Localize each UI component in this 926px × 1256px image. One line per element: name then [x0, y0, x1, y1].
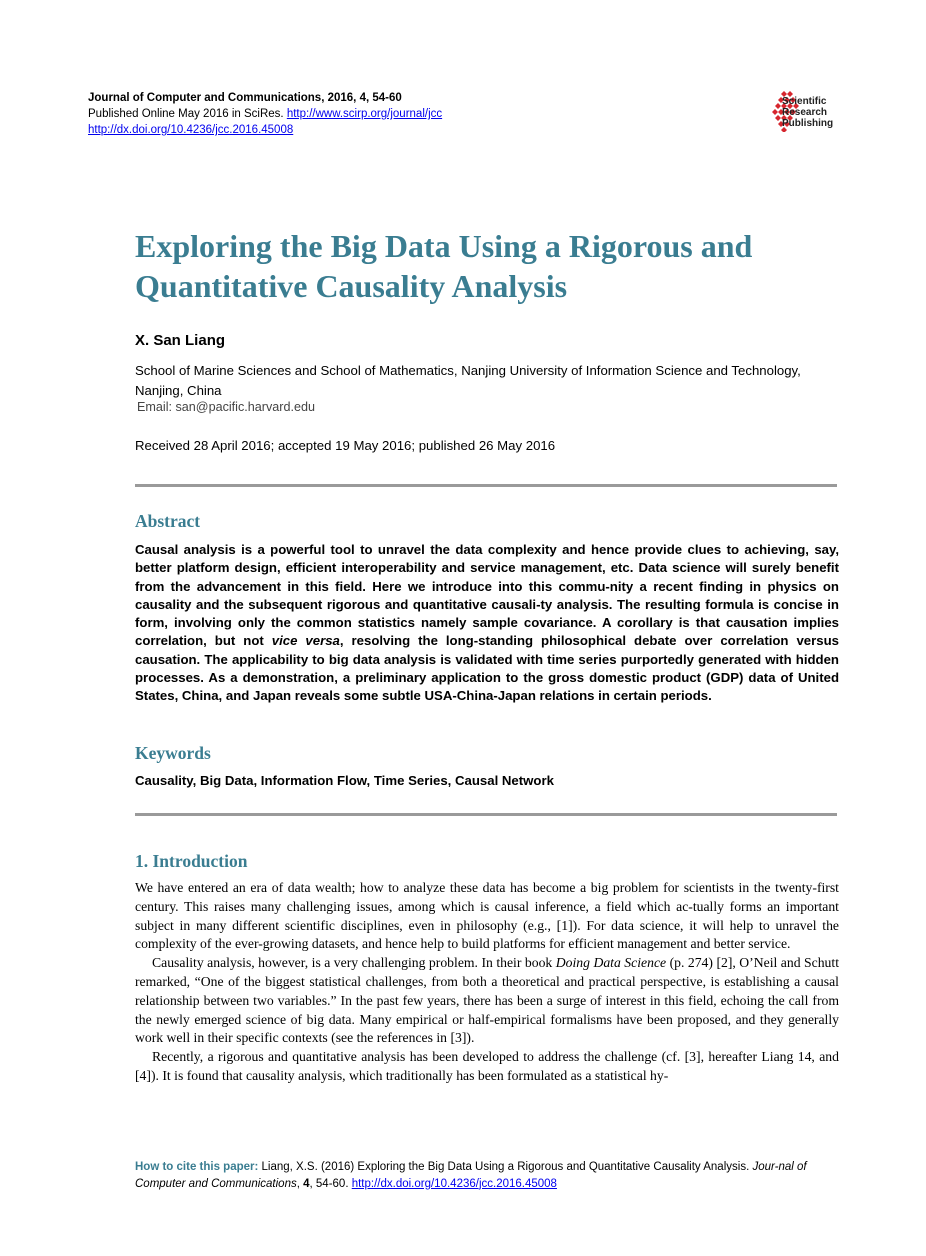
abstract-italic-phrase: vice versa [271, 633, 340, 649]
logo-diamond [775, 103, 781, 109]
journal-url-link[interactable]: http://www.scirp.org/journal/jcc [286, 108, 443, 120]
author-affiliation: School of Marine Sciences and School of Mathematics, Nanjing University of Information Science and Technology, Nanjing, China [135, 363, 801, 398]
intro-paragraph-2 [135, 954, 839, 1048]
citation-separator: , [296, 1177, 304, 1190]
citation-doi-link[interactable]: http://dx.doi.org/10.4236/jcc.2016.45008 [351, 1177, 557, 1190]
citation-journal: Jour-nal of Computer and Communications [135, 1161, 807, 1190]
citation-volume: 4 [303, 1177, 310, 1190]
citation-text: Liang, X.S. (2016) Exploring the Big Data Using a Rigorous and Quantitative Causality Analysis. [258, 1161, 753, 1173]
keywords-heading: Keywords [135, 743, 211, 763]
publisher-name [782, 96, 833, 129]
book-title: Doing Data Science [555, 955, 667, 971]
abstract-text-part-2: , resolving the long-standing philosophical debate over correlation versus causation. The applicability to big data analysis is validated with time series purportedly generated with hidden processes. As a demonstration, a preliminary application to the gross domestic product (GDP) data of United States, China, and Japan reveals some subtle USA-China-Japan relations in certain periods. [135, 633, 839, 704]
divider-bottom [135, 813, 837, 816]
introduction-body [135, 879, 839, 1086]
intro-p2-part-1: Causality analysis, however, is a very challenging problem. In their book [152, 955, 556, 971]
citation-pages: , 54-60. [309, 1177, 352, 1190]
introduction-heading: 1. Introduction [135, 851, 248, 871]
publication-dates: Received 28 April 2016; accepted 19 May 2016; published 26 May 2016 [135, 438, 556, 453]
publisher-line-3: Publishing [782, 118, 834, 129]
author-email: Email: san@pacific.harvard.edu [137, 400, 315, 414]
abstract-text [135, 541, 839, 706]
citation-footer [135, 1159, 839, 1192]
author-name: X. San Liang [135, 332, 226, 349]
logo-diamond [775, 115, 781, 121]
publisher-line-1: Scientific [782, 96, 827, 107]
title-line-1: Exploring the Big Data Using a Rigorous and [135, 228, 753, 264]
abstract-text-part-1: Causal analysis is a powerful tool to unravel the data complexity and hence provide clues to achieving, say, better platform design, efficient interoperability and service management, etc. Data science will surely benefit from the advancement in this field. Here we introduce into this commu-nity a recent finding in physics on causality and the subsequent rigorous and quantitative causali-ty analysis. The resulting formula is concise in form, involving only the common statistics namely sample covariance. A corollary is that causation implies correlation, but not [135, 542, 839, 649]
divider-top [135, 484, 837, 487]
intro-paragraph-3: Recently, a rigorous and quantitative analysis has been developed to address the challenge (cf. [3], hereafter Liang 14, and [4]). It is found that causality analysis, which traditionally has been formulated as a statistical hy- [135, 1049, 839, 1083]
logo-diamond [772, 109, 778, 115]
published-line [88, 106, 648, 122]
journal-header [88, 90, 648, 138]
keywords-list: Causality, Big Data, Information Flow, Time Series, Causal Network [135, 773, 554, 788]
publisher-line-2: Research [782, 107, 828, 118]
paper-title [135, 226, 855, 306]
journal-citation-line: Journal of Computer and Communications, 2016, 4, 54-60 [88, 92, 402, 104]
citation-label: How to cite this paper: [135, 1161, 259, 1173]
abstract-heading: Abstract [135, 511, 201, 531]
intro-p2-part-2: (p. 274) [2], O’Neil and Schutt remarked, “One of the biggest statistical challenges, from both a theoretical and practical perspective, is establishing a causal relationship between two variables.” In the past few years, there has been a surge of interest in this field, echoing the call from the newly emerged science of big data. Many empirical or half-empirical formalisms have been proposed, and they generally work well in their specific contexts (see the references in [3]). [135, 955, 840, 1046]
title-line-2: Quantitative Causality Analysis [135, 268, 568, 304]
doi-link[interactable]: http://dx.doi.org/10.4236/jcc.2016.45008 [88, 124, 294, 136]
published-text: Published Online May 2016 in SciRes. [88, 108, 287, 120]
intro-paragraph-1: We have entered an era of data wealth; how to analyze these data has become a big problem for scientists in the twenty-first century. This raises many challenging issues, among which is causal inference, a field which ac-tually forms an important subject in many different scientific disciplines, even in philosophy (e.g., [1]). For data science, it will help to unravel the complexity of the ever-growing datasets, and hence help to build platforms for efficient management and better service. [135, 880, 839, 952]
